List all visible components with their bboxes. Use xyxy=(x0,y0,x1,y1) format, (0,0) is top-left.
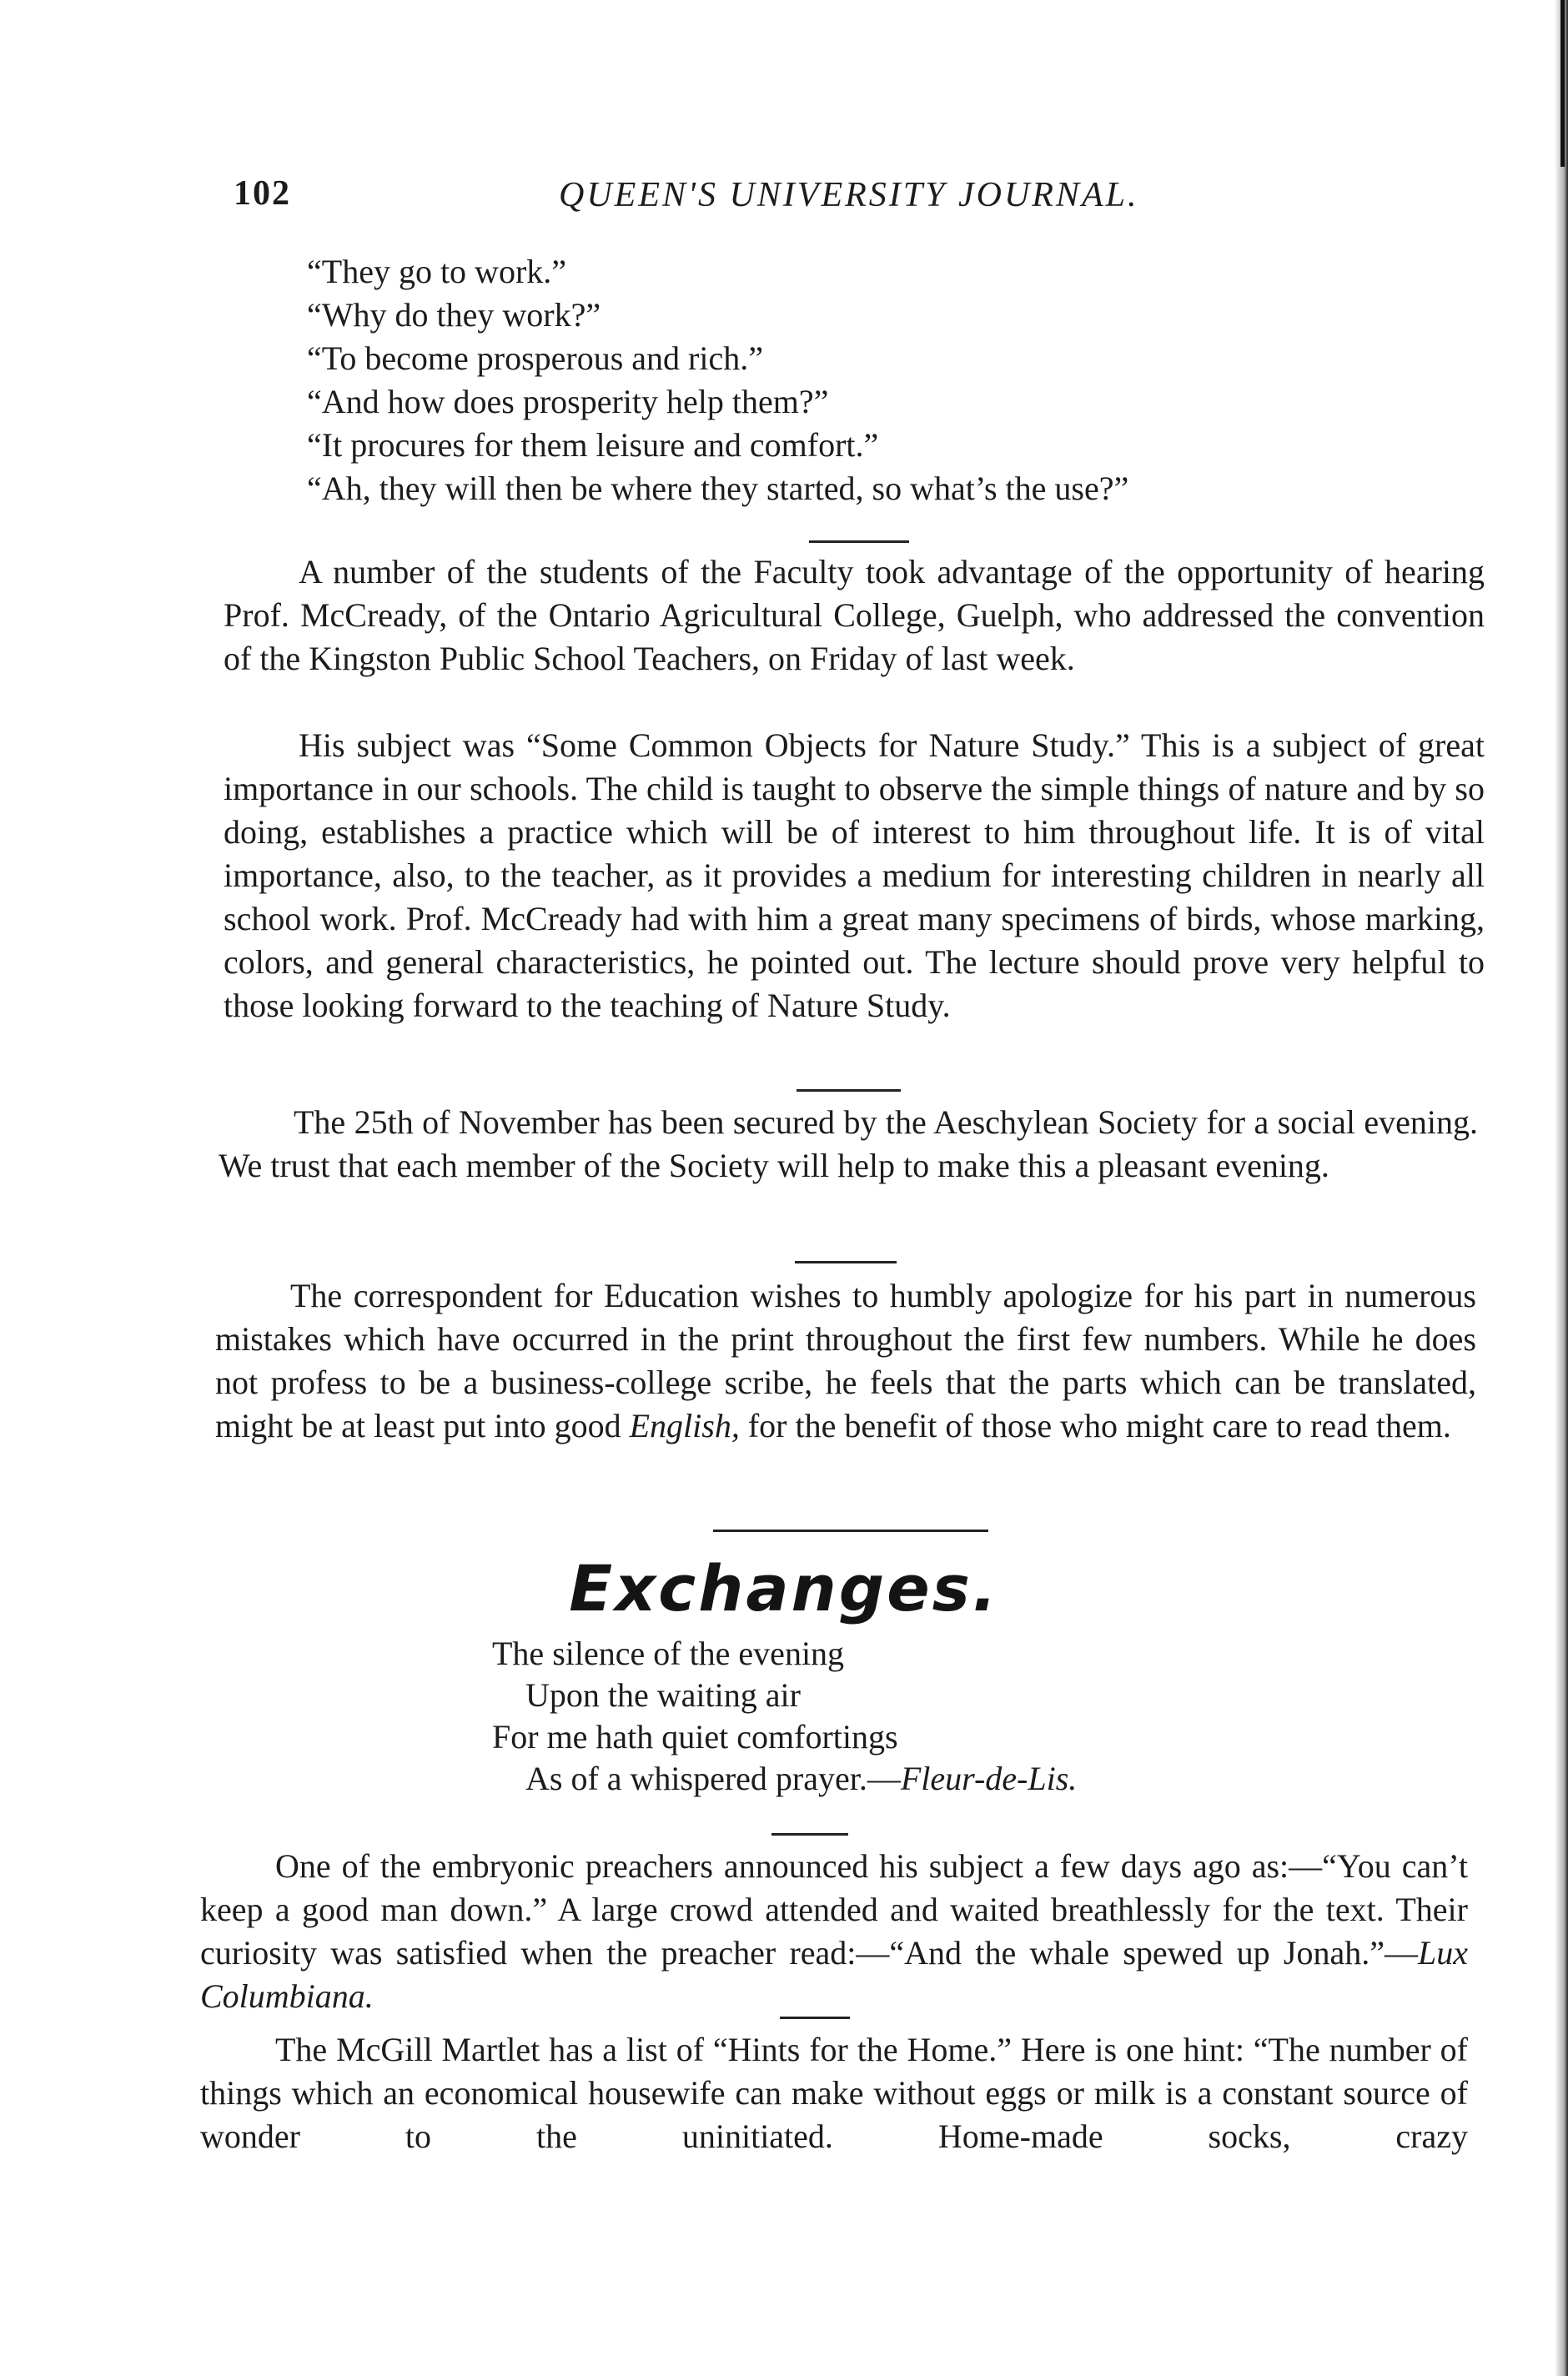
dialogue-line: “It procures for them leisure and comfort.” xyxy=(307,426,879,464)
paragraph-correspondent xyxy=(215,1274,1476,1448)
page-number: 102 xyxy=(234,174,291,213)
dialogue-line: “And how does prosperity help them?” xyxy=(307,383,829,420)
preachers-source: Lux Columbiana. xyxy=(200,1934,1468,2015)
dialogue-block xyxy=(307,250,1391,510)
preachers-text: One of the embryonic preachers announced his subject a few days ago as:—“You can’t keep a good man down.” A large crowd attended and waited breathlessly for the text. Their curiosity was satisfied when the preacher read:—“And the whale spewed up Jonah.”— xyxy=(200,1847,1468,1972)
paragraph-aeschylean: The 25th of November has been secured by the Aeschylean Society for a social evening. We trust that each member of the Society will help to make this a pleasant evening. xyxy=(219,1103,1478,1184)
paragraph-mccready-lecture: His subject was “Some Common Objects for Nature Study.” This is a subject of great importance in our schools. The child is taught to observe the simple things of nature and by so doing, establishes a practice which will be of interest to him throughout life. It is of vital importance, also, to the teacher, as it provides a medium for interesting children in nearly all school work. Prof. McCready had with him a great many specimens of birds, whose marking, colors, and general characteristics, he pointed out. The lecture should prove very helpful to those looking forward to the teaching of Nature Study. xyxy=(224,726,1485,1024)
poem-line-text: As of a whispered prayer.— xyxy=(525,1760,901,1797)
poem-line: Upon the waiting air xyxy=(525,1676,801,1714)
paragraph-martlet: The McGill Martlet has a list of “Hints for the Home.” Here is one hint: “The number of things which an economical housewife can make without eggs or milk is a constant source of wonder to the uninitiated. Home-made socks, crazy xyxy=(200,2031,1468,2155)
dialogue-line: “To become prosperous and rich.” xyxy=(307,339,763,377)
page-edge-shadow xyxy=(1555,0,1568,2376)
page-header xyxy=(234,173,1501,224)
section-divider xyxy=(809,540,909,543)
section-divider xyxy=(795,1261,897,1263)
correspondent-emphasis: English, xyxy=(629,1407,740,1444)
correspondent-text: The correspondent for Education wishes to humbly apologize for his part in numerous mistakes which have occurred in the print throughout the first few numbers. While he does not profess to be a business-college scribe, he feels that the parts which can be translated, might be at least put into good xyxy=(215,1277,1476,1444)
page-edge-line xyxy=(1560,0,1565,167)
section-divider xyxy=(780,2017,850,2019)
running-title: QUEEN'S UNIVERSITY JOURNAL. xyxy=(559,176,1139,214)
section-divider xyxy=(771,1833,848,1836)
correspondent-text-end: for the benefit of those who might care to read them. xyxy=(739,1407,1451,1444)
paragraph-mccready-intro: A number of the students of the Faculty took advantage of the opportunity of hearing Prof. McCready, of the Ontario Agricultural College, Guelph, who addressed the convention of the Kingston Public School Teachers, on Friday of last week. xyxy=(224,553,1485,677)
section-divider xyxy=(797,1089,901,1092)
dialogue-line: “They go to work.” xyxy=(307,253,567,290)
dialogue-line: “Ah, they will then be where they started, so what’s the use?” xyxy=(307,470,1129,507)
poem-line-last xyxy=(492,1758,1326,1800)
dialogue-line: “Why do they work?” xyxy=(307,296,601,334)
poem-source: Fleur-de-Lis. xyxy=(900,1760,1078,1797)
poem-line: The silence of the evening xyxy=(492,1635,845,1672)
exchanges-heading: Exchanges. xyxy=(569,1551,999,1625)
poem-line: For me hath quiet comfortings xyxy=(492,1718,898,1756)
exchanges-divider xyxy=(713,1530,988,1532)
paragraph-preachers xyxy=(200,1845,1468,2018)
exchanges-poem xyxy=(492,1633,1326,1800)
